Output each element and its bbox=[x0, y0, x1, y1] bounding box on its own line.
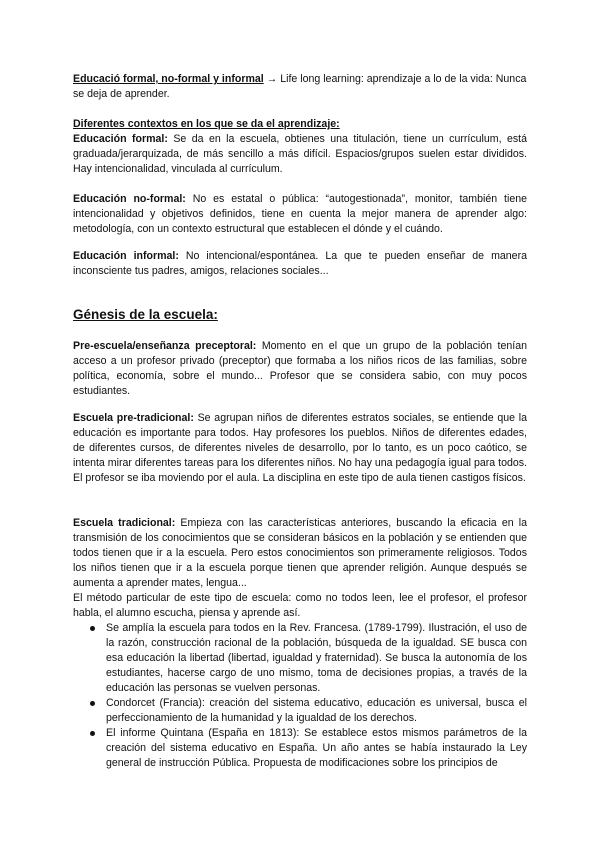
informal-label: Educación informal: bbox=[73, 250, 179, 262]
bullet-text: Se amplía la escuela para todos en la Rev. Francesa. (1789-1799). Ilustración, el uso de la razón, construcción racional de la población, búsqueda de la igualdad. SE busca con esa educación la libertad (libertad, igualdad y fraternidad). Se busca la autonomía de los estudiantes, hacerse cargo de uno mismo, toma de decisiones propias, a través de la educación las personas se vuelven personas. bbox=[106, 622, 527, 694]
formal-paragraph bbox=[73, 132, 527, 177]
bullet-icon bbox=[90, 626, 95, 631]
bullet-icon bbox=[90, 701, 95, 706]
noformal-paragraph bbox=[73, 192, 527, 237]
list-item bbox=[73, 621, 527, 696]
pretradicional-paragraph bbox=[73, 411, 527, 486]
intro-text: Life long learning: aprendizaje a lo de la vida: Nunca se deja de aprender. bbox=[73, 73, 527, 100]
noformal-text: No es estatal o pública: “autogestionada”, monitor, también tiene intencionalidad y objetivos definidos, tiene en cuenta la mejor manera de aprender algo: metodología, con un contexto estructural que establecen el dónde y el cuándo. bbox=[73, 193, 528, 235]
contexts-heading: Diferentes contextos en los que se da el aprendizaje: bbox=[73, 118, 340, 130]
tradicional-section bbox=[73, 516, 527, 771]
list-item bbox=[73, 726, 527, 771]
formal-text: Se da en la escuela, obtienes una titulación, tiene un currículum, está graduada/jerarquizada, de más sencillo a más difícil. Espacios/grupos suelen estar divididos. Hay intencionalidad, vinculada al currículum. bbox=[73, 133, 528, 175]
bullet-icon bbox=[90, 731, 95, 736]
preescuela-paragraph bbox=[73, 339, 527, 399]
list-item bbox=[73, 696, 527, 726]
informal-paragraph bbox=[73, 249, 527, 279]
informal-text: No intencional/espontánea. La que te pueden enseñar de manera inconsciente tus padres, amigos, relaciones sociales... bbox=[73, 250, 527, 277]
tradicional-method: El método particular de este tipo de escuela: como no todos leen, lee el profesor, el profesor habla, el alumno escucha, piensa y aprende así. bbox=[73, 592, 527, 619]
formal-label: Educación formal: bbox=[73, 133, 168, 145]
tradicional-text: Empieza con las características anteriores, buscando la eficacia en la transmisión de los conocimientos que se consideran básicos en la población y se entienden que todos tienen que ir a la escuela. Pero estos conocimientos son primeramente religiosos. Todos los niños tienen que ir a la escuela porque tienen que aprender religión. Aunque después se aumenta a aprender mates, lengua... bbox=[73, 517, 527, 589]
preescuela-text: Momento en el que un grupo de la población tenían acceso a un profesor privado (preceptor) que formaba a los niños ricos de las familias, sobre política, economía, sobre el mundo... Profesor que se considera sabio, con muy pocos estudiantes. bbox=[73, 340, 527, 397]
intro-heading: Educació formal, no-formal y informal bbox=[73, 73, 264, 85]
bullet-text: Condorcet (Francia): creación del sistema educativo, educación es universal, busca el perfeccionamiento de la humanidad y la igualdad de los derechos. bbox=[106, 697, 527, 724]
contexts-section bbox=[73, 117, 527, 177]
bullet-text: El informe Quintana (España en 1813): Se establece estos mismos parámetros de la creación del sistema educativo en España. Un año antes se había instaurado la Ley general de instrucción Pública. Propuesta de modificaciones sobre los principios de bbox=[106, 727, 527, 769]
tradicional-bullet-list bbox=[73, 621, 527, 771]
tradicional-paragraph bbox=[73, 516, 527, 591]
pretradicional-text: Se agrupan niños de diferentes estratos sociales, se entiende que la educación es importante para todos. Hay profesores los pueblos. Niños de diferentes edades, de diferentes cursos, de diferentes niveles de desarrollo, por lo tanto, es un poco caótico, se intenta mirar diferentes tareas para los diferentes niños. No hay una pedagogía igual para todos. El profesor se iba moviendo por el aula. La disciplina en este tipo de aula tienen castigos físicos. bbox=[73, 412, 527, 484]
noformal-label: Educación no-formal: bbox=[73, 193, 186, 205]
pretradicional-label: Escuela pre-tradicional: bbox=[73, 412, 194, 424]
tradicional-label: Escuela tradicional: bbox=[73, 517, 176, 529]
genesis-title: Génesis de la escuela: bbox=[73, 307, 218, 322]
arrow-symbol: → bbox=[263, 73, 281, 85]
intro-paragraph bbox=[73, 72, 527, 102]
preescuela-label: Pre-escuela/enseñanza preceptoral: bbox=[73, 340, 257, 352]
